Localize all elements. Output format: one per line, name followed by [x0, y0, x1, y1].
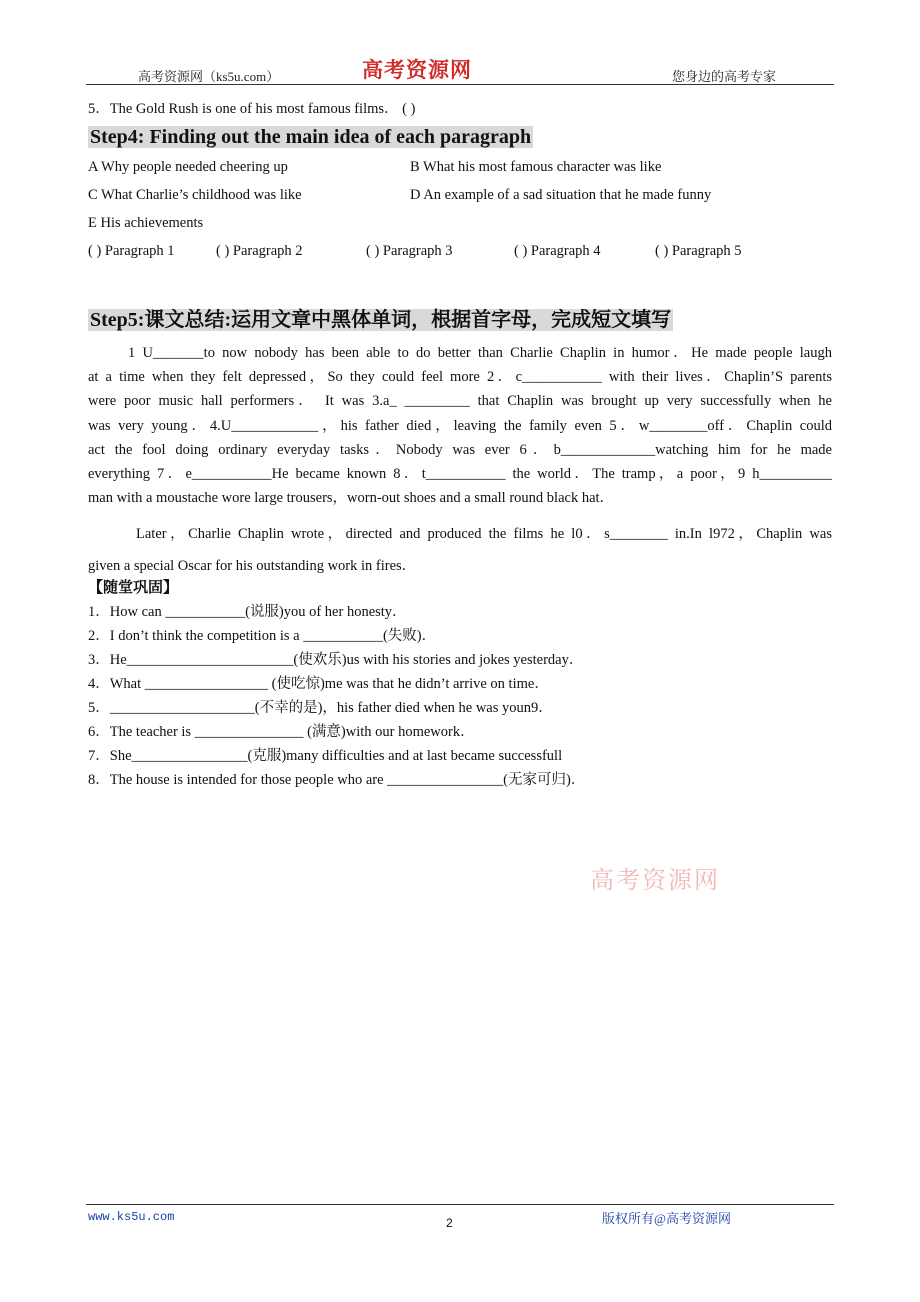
summary-line: 1 U_______to now nobody has been able to do better than Charlie Chaplin in humor．He made people laugh: [128, 345, 832, 361]
page-number: 2: [446, 1216, 453, 1230]
paragraph-blank-5: ( ) Paragraph 5: [655, 243, 742, 259]
step4-option-e: E His achievements: [88, 215, 204, 231]
summary-paragraph-1: [88, 341, 832, 510]
paragraph-blank-3: ( ) Paragraph 3: [366, 243, 453, 259]
step4-title: Step4: Finding out the main idea of each paragraph: [90, 126, 532, 148]
exercise-item-3: 3．He_______________________(使欢乐)us with his stories and jokes yesterday．: [88, 652, 584, 668]
footer-divider: [86, 1204, 834, 1205]
summary-line: Later，Charlie Chaplin wrote，directed and produced the films he l0．s________ in.In l972，Chaplin was: [136, 526, 832, 542]
summary-line: everything 7．e___________He became known 8．t___________ the world．The tramp，a poor，9 h__________: [88, 466, 832, 483]
step4-option-a: A Why people needed cheering up: [88, 159, 288, 175]
exercise-item-1: 1．How can ___________(说服)you of her honesty．: [88, 604, 407, 620]
footer-website-link[interactable]: www.ks5u.com: [88, 1210, 175, 1224]
summary-paragraph-2: [88, 518, 832, 582]
step4-option-b: B What his most famous character was like: [410, 159, 662, 175]
exercise-item-2: 2．I don’t think the competition is a ___________(失败)．: [88, 628, 437, 644]
paragraph-blank-1: ( ) Paragraph 1: [88, 243, 175, 259]
header-site-name: 高考资源网（ks5u.com）: [138, 69, 280, 84]
exercise-item-5: 5．____________________(不幸的是)，his father died when he was youn9．: [88, 700, 553, 716]
summary-line: at a time when they felt depressed，So they could feel more 2．c___________ with their lives．Chaplin’S parents: [88, 369, 832, 386]
summary-line: man with a moustache wore large trousers，worn-out shoes and a small round black hat．: [88, 490, 615, 507]
summary-line: was very young．4.U____________，his father died，leaving the family even 5．w________off．Chaplin could: [88, 417, 832, 434]
step5-title: Step5:课文总结:运用文章中黑体单词，根据首字母，完成短文填写: [90, 309, 672, 331]
question-item-5: 5．The Gold Rush is one of his most famous films． ( ): [88, 101, 416, 117]
step4-option-c: C What Charlie’s childhood was like: [88, 187, 302, 203]
exercise-item-8: 8．The house is intended for those people who are ________________(无家可归)．: [88, 772, 586, 788]
step4-option-d: D An example of a sad situation that he made funny: [410, 187, 712, 203]
paragraph-blank-4: ( ) Paragraph 4: [514, 243, 601, 259]
consolidation-title: 【随堂巩固】: [88, 578, 179, 596]
exercise-item-6: 6．The teacher is _______________ (满意)with our homework．: [88, 724, 475, 740]
header-divider: [86, 84, 834, 85]
header-logo: 高考资源网: [362, 57, 472, 82]
summary-line: were poor music hall performers． It was 3.a_ _________ that Chaplin was brought up very successfully when he: [88, 393, 832, 410]
exercise-item-7: 7．She________________(克服)many difficulties and at last became successfull: [88, 748, 563, 764]
exercise-item-4: 4．What _________________ (使吃惊)me was that he didn’t arrive on time．: [88, 676, 549, 692]
header-slogan: 您身边的高考专家: [672, 69, 777, 84]
step5-heading: [88, 303, 673, 332]
step4-heading: [88, 126, 533, 149]
watermark: 高考资源网: [590, 866, 720, 894]
summary-line: act the fool doing ordinary everyday tasks．Nobody was ever 6．b_____________watching him for he made: [88, 441, 832, 458]
footer-copyright: 版权所有@高考资源网: [602, 1211, 731, 1226]
paragraph-blank-2: ( ) Paragraph 2: [216, 243, 303, 259]
summary-line: given a special Oscar for his outstanding work in fires．: [88, 558, 417, 574]
